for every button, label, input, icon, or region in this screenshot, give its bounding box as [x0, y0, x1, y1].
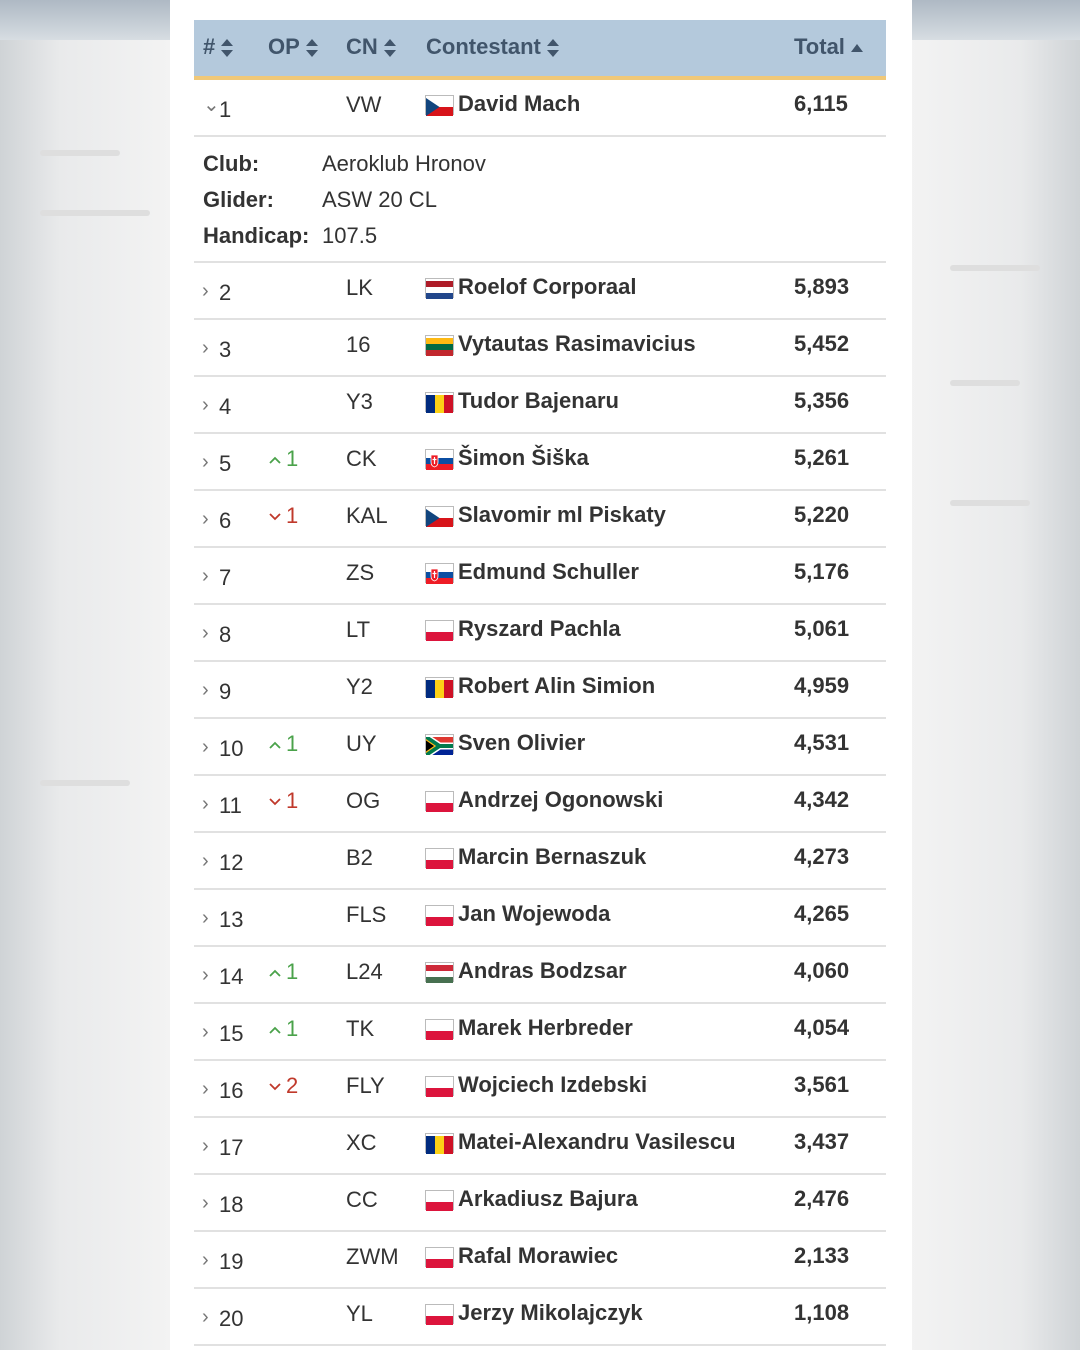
blurred-decoration [950, 500, 1030, 506]
rank: 7 [219, 565, 232, 590]
table-row[interactable] [194, 80, 886, 137]
total-score: 5,356 [794, 388, 850, 413]
rank: 16 [219, 1078, 244, 1103]
competition-number: FLY [346, 1073, 385, 1098]
contestant-name: Rafal Morawiec [458, 1243, 619, 1268]
chevron-right-icon[interactable]: › [202, 1078, 209, 1100]
competition-number: YL [346, 1301, 373, 1326]
chevron-right-icon[interactable]: › [202, 622, 209, 644]
results-table [194, 20, 886, 1346]
table-row[interactable] [194, 320, 886, 377]
blurred-decoration [40, 780, 130, 786]
flag-icon [426, 1248, 453, 1266]
chevron-right-icon[interactable]: › [202, 1135, 209, 1157]
rank: 6 [219, 508, 232, 533]
contestant-name: Andrzej Ogonowski [458, 787, 664, 812]
chevron-right-icon[interactable]: › [202, 850, 209, 872]
total-score: 5,220 [794, 502, 850, 527]
header-total-label: Total [794, 34, 845, 59]
table-row[interactable] [194, 434, 886, 491]
table-row[interactable] [194, 662, 886, 719]
competition-number: CK [346, 446, 377, 471]
flag-icon [426, 450, 453, 468]
position-change [268, 788, 298, 814]
position-change [268, 959, 298, 985]
competition-number: XC [346, 1130, 377, 1155]
position-change [268, 446, 298, 472]
total-score: 4,273 [794, 844, 850, 869]
competition-number: L24 [346, 959, 383, 984]
table-body [194, 80, 886, 1346]
competition-number: ZWM [346, 1244, 399, 1269]
sort-icon [547, 38, 559, 58]
club-label: Club: [203, 151, 260, 176]
sort-rank-header[interactable] [203, 34, 233, 60]
total-score: 3,437 [794, 1129, 850, 1154]
position-up-icon [268, 1016, 286, 1041]
flag-icon [426, 279, 453, 297]
expanded-details [194, 137, 886, 263]
flag-icon [426, 963, 453, 981]
total-score: 5,893 [794, 274, 850, 299]
rank: 11 [219, 793, 242, 818]
flag-icon [426, 792, 453, 810]
blurred-decoration [950, 265, 1040, 271]
total-score: 4,060 [794, 958, 850, 983]
position-change-value: 1 [286, 788, 299, 813]
flag-icon [426, 336, 453, 354]
header-cn-label: CN [346, 34, 378, 59]
competition-number: Y2 [346, 674, 373, 699]
total-score: 6,115 [794, 91, 848, 116]
rank: 15 [219, 1021, 244, 1046]
flag-icon [426, 621, 453, 639]
sort-ascending-icon [851, 44, 863, 52]
total-score: 4,342 [794, 787, 850, 812]
total-score: 5,261 [794, 445, 850, 470]
total-score: 5,061 [794, 616, 850, 641]
chevron-right-icon[interactable]: › [202, 907, 209, 929]
flag-icon [426, 1134, 453, 1152]
total-score: 2,476 [794, 1186, 850, 1211]
total-score: 4,959 [794, 673, 850, 698]
contestant-name: Wojciech Izdebski [458, 1072, 648, 1097]
contestant-name: Jerzy Mikolajczyk [458, 1300, 643, 1325]
position-down-icon [268, 503, 286, 528]
header-op-label: OP [268, 34, 300, 59]
blurred-decoration [40, 210, 150, 216]
chevron-right-icon[interactable]: › [202, 679, 209, 701]
chevron-right-icon[interactable]: › [202, 1021, 209, 1043]
total-score: 4,531 [794, 730, 850, 755]
contestant-name: Edmund Schuller [458, 559, 639, 584]
sort-icon [306, 38, 318, 58]
flag-icon [426, 678, 453, 696]
position-change-value: 1 [286, 503, 299, 528]
rank: 4 [219, 394, 232, 419]
position-change-value: 1 [286, 959, 299, 984]
rank: 9 [219, 679, 232, 704]
flag-icon [426, 735, 453, 753]
flag-icon [426, 393, 453, 411]
chevron-right-icon[interactable]: › [202, 280, 209, 302]
handicap-label: Handicap: [203, 223, 310, 248]
flag-icon [426, 849, 453, 867]
chevron-right-icon[interactable]: › [202, 337, 209, 359]
chevron-right-icon[interactable]: › [202, 451, 209, 473]
total-score: 1,108 [794, 1300, 850, 1325]
competition-number: KAL [346, 503, 388, 528]
table-row[interactable] [194, 1289, 886, 1346]
flag-icon [426, 906, 453, 924]
position-change [268, 503, 298, 529]
table-row[interactable] [194, 491, 886, 548]
blurred-decoration [40, 150, 120, 156]
flag-icon [426, 1020, 453, 1038]
contestant-name: Sven Olivier [458, 730, 586, 755]
table-row[interactable] [194, 719, 886, 776]
table-row[interactable] [194, 548, 886, 605]
position-change-value: 1 [286, 731, 299, 756]
rank: 1 [219, 97, 232, 122]
position-up-icon [268, 959, 286, 984]
contestant-name: Marcin Bernaszuk [458, 844, 647, 869]
contestant-name: Robert Alin Simion [458, 673, 656, 698]
chevron-right-icon[interactable]: › [202, 1192, 209, 1214]
sort-contestant-header[interactable] [426, 34, 559, 60]
rank: 13 [219, 907, 244, 932]
position-down-icon [268, 788, 286, 813]
competition-number: ZS [346, 560, 375, 585]
position-change-value: 1 [286, 1016, 299, 1041]
position-change-value: 2 [286, 1073, 299, 1098]
total-score: 3,561 [794, 1072, 850, 1097]
chevron-right-icon[interactable]: › [202, 1306, 209, 1328]
sort-total-header[interactable] [794, 34, 863, 60]
flag-icon [426, 1191, 453, 1209]
table-row[interactable] [194, 1004, 886, 1061]
total-score: 5,176 [794, 559, 850, 584]
chevron-down-icon[interactable]: ⌄ [203, 94, 220, 116]
table-row[interactable] [194, 1175, 886, 1232]
rank: 20 [219, 1306, 244, 1331]
contestant-name: Jan Wojewoda [458, 901, 611, 926]
club-value: Aeroklub Hronov [322, 151, 486, 176]
position-change [268, 731, 298, 757]
header-contestant-label: Contestant [426, 34, 541, 59]
chevron-right-icon[interactable]: › [202, 394, 209, 416]
sort-icon [221, 38, 233, 58]
flag-icon [426, 507, 453, 525]
table-row[interactable] [194, 833, 886, 890]
glider-label: Glider: [203, 187, 274, 212]
table-row[interactable] [194, 947, 886, 1004]
total-score: 5,452 [794, 331, 850, 356]
position-up-icon [268, 731, 286, 756]
chevron-right-icon[interactable]: › [202, 964, 209, 986]
contestant-name: Vytautas Rasimavicius [458, 331, 696, 356]
table-row[interactable] [194, 776, 886, 833]
flag-icon [426, 1077, 453, 1095]
contestant-name: Tudor Bajenaru [458, 388, 619, 413]
rank: 17 [219, 1135, 244, 1160]
competition-number: LK [346, 275, 373, 300]
competition-number: OG [346, 788, 381, 813]
contestant-name: Marek Herbreder [458, 1015, 633, 1040]
rank: 5 [219, 451, 232, 476]
glider-value: ASW 20 CL [322, 187, 437, 212]
competition-number: TK [346, 1016, 375, 1041]
table-row[interactable] [194, 605, 886, 662]
position-change [268, 1073, 298, 1099]
position-change [268, 1016, 298, 1042]
rank: 2 [219, 280, 232, 305]
sort-cn-header[interactable] [346, 34, 396, 60]
handicap-value: 107.5 [322, 223, 378, 248]
rank: 8 [219, 622, 232, 647]
contestant-name: David Mach [458, 91, 581, 116]
contestant-name: Matei-Alexandru Vasilescu [458, 1129, 736, 1154]
rank: 10 [219, 736, 244, 761]
contestant-name: Slavomir ml Piskaty [458, 502, 666, 527]
competition-number: VW [346, 92, 382, 117]
chevron-right-icon[interactable]: › [202, 793, 209, 815]
competition-number: UY [346, 731, 377, 756]
total-score: 4,054 [794, 1015, 850, 1040]
chevron-right-icon[interactable]: › [202, 565, 209, 587]
flag-icon [426, 564, 453, 582]
flag-icon [426, 1305, 453, 1323]
sort-op-header[interactable] [268, 34, 318, 60]
chevron-right-icon[interactable]: › [202, 1249, 209, 1271]
sort-icon [384, 38, 396, 58]
competition-number: LT [346, 617, 371, 642]
competition-number: CC [346, 1187, 378, 1212]
chevron-right-icon[interactable]: › [202, 736, 209, 758]
contestant-name: Ryszard Pachla [458, 616, 621, 641]
position-up-icon [268, 446, 286, 471]
table-row[interactable] [194, 1118, 886, 1175]
rank: 19 [219, 1249, 244, 1274]
table-row[interactable] [194, 890, 886, 947]
blurred-decoration [950, 380, 1020, 386]
contestant-name: Arkadiusz Bajura [458, 1186, 638, 1211]
contestant-name: Roelof Corporaal [458, 274, 637, 299]
contestant-name: Šimon Šiška [458, 445, 589, 470]
table-row[interactable] [194, 1232, 886, 1289]
table-row[interactable] [194, 377, 886, 434]
flag-icon [426, 96, 453, 114]
rank: 12 [219, 850, 244, 875]
header-rank-label: # [203, 34, 216, 59]
rank: 18 [219, 1192, 244, 1217]
competition-number: B2 [346, 845, 373, 870]
chevron-right-icon[interactable]: › [202, 508, 209, 530]
results-card [170, 0, 912, 1350]
rank: 14 [219, 964, 244, 989]
position-change-value: 1 [286, 446, 299, 471]
table-row[interactable] [194, 263, 886, 320]
table-row[interactable] [194, 1061, 886, 1118]
competition-number: FLS [346, 902, 387, 927]
total-score: 4,265 [794, 901, 850, 926]
competition-number: Y3 [346, 389, 373, 414]
competition-number: 16 [346, 332, 371, 357]
position-down-icon [268, 1073, 286, 1098]
table-header [194, 20, 886, 80]
total-score: 2,133 [794, 1243, 850, 1268]
rank: 3 [219, 337, 232, 362]
contestant-name: Andras Bodzsar [458, 958, 627, 983]
